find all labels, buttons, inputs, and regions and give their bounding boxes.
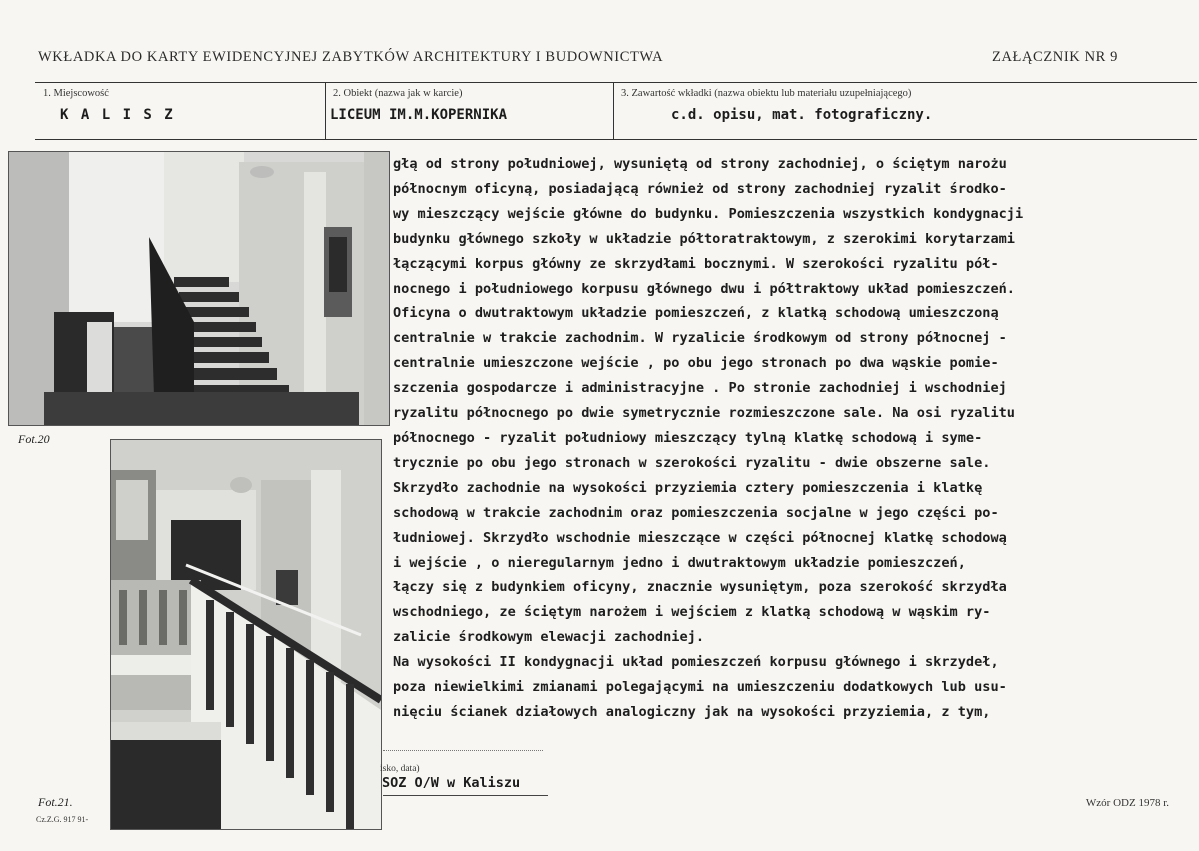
description-line: wy mieszczący wejście główne do budynku. Pomieszczenia wszystkich kondygnacji — [393, 205, 1024, 222]
card-header — [38, 49, 1118, 66]
print-code: Cz.Z.G. 917 91- — [36, 815, 89, 824]
photo-caption-21: Fot.21. — [38, 795, 73, 809]
description-line: Skrzydło zachodnie na wysokości przyziemia cztery pomieszczenia i klatkę — [393, 479, 983, 496]
attachment-number: ZAŁĄCZNIK NR 9 — [992, 49, 1118, 65]
description-line: zalicie środkowym elewacji zachodniej. — [393, 629, 704, 646]
description-line: północnym oficyną, posiadającą również od strony zachodniej ryzalit środko- — [393, 180, 1007, 197]
photo-staircase-balustrade — [110, 439, 382, 830]
field-object-value: LICEUM IM.M.KOPERNIKA — [330, 107, 508, 123]
field-contents-label: 3. Zawartość wkładki (nazwa obiektu lub materiału uzupełniającego) — [621, 88, 912, 99]
description-line: i wejście , o nieregularnym jedno i dwutraktowym układzie pomieszczeń, — [393, 554, 966, 571]
field-contents-value: c.d. opisu, mat. fotograficzny. — [671, 107, 933, 123]
description-line: łudniowej. Skrzydło wschodnie mieszczące w części północnej klatkę schodową — [393, 529, 1007, 546]
photo-staircase-hall — [8, 151, 390, 426]
institution-stamp: SOZ O/W w Kaliszu — [382, 775, 521, 791]
description-line: Oficyna o dwutraktowym układzie pomieszczeń, z klatką schodową umieszczoną — [393, 305, 999, 322]
field-contents — [613, 83, 1197, 139]
description-line: budynku głównego szkoły w układzie półtoratraktowym, z szerokimi korytarzami — [393, 230, 1015, 247]
signature-dotted-line — [383, 750, 543, 751]
form-model: Wzór ODZ 1978 r. — [1085, 797, 1169, 809]
photo-staircase-balustrade-image — [111, 440, 381, 829]
description-line: schodową w trakcie zachodnim oraz pomieszczenia socjalne w jego części po- — [393, 504, 999, 521]
description-line: północnego - ryzalit południowy mieszczący tylną klatkę schodową i syme- — [393, 429, 983, 446]
description-line: łączącymi korpus główny ze skrzydłami bocznymi. W szerokości ryzalitu pół- — [393, 255, 999, 272]
card-title: WKŁADKA DO KARTY EWIDENCYJNEJ ZABYTKÓW ARCHITEKTURY I BUDOWNICTWA — [38, 49, 664, 65]
photo-caption-20: Fot.20 — [18, 432, 50, 446]
field-object — [325, 83, 614, 139]
description-line: poza niewielkimi zmianami polegającymi na umieszczeniu dodatkowych lub usu- — [393, 679, 1007, 696]
description-line: wschodniego, ze ściętym narożem i wejściem z klatką schodową w wąskim ry- — [393, 604, 991, 621]
field-locality-label: 1. Miejscowość — [43, 88, 109, 99]
description-line: łączy się z budynkiem oficyny, znacznie wysuniętym, poza szerokość skrzydła — [393, 579, 1007, 596]
description-line: centralnie umieszczone wejście , po obu jego stronach po dwa wąskie pomie- — [393, 355, 999, 372]
signature-caption: isko, data) — [380, 764, 420, 774]
description-line: trycznie po obu jego stronach w szerokości ryzalitu - dwie obszerne sale. — [393, 454, 991, 471]
stamp-underline — [383, 795, 548, 796]
photo-staircase-hall-image — [9, 152, 389, 425]
description-text — [393, 152, 1193, 725]
description-line: szczenia gospodarcze i administracyjne . Po stronie zachodniej i wschodniej — [393, 380, 1007, 397]
description-line: nocnego i południowego korpusu głównego dwu i półtraktowy układ pomieszczeń. — [393, 280, 1015, 297]
description-line: głą od strony południowej, wysuniętą od strony zachodniej, o ściętym narożu — [393, 156, 1007, 172]
field-object-label: 2. Obiekt (nazwa jak w karcie) — [333, 88, 463, 99]
header-fields — [35, 82, 1197, 140]
field-locality-value: K A L I S Z — [60, 107, 175, 123]
description-line: ryzalitu północnego po dwie symetrycznie rozmieszczone sale. Na osi ryzalitu — [393, 405, 1015, 422]
description-line: nięciu ścianek działowych analogiczny jak na wysokości przyziemia, z tym, — [393, 703, 991, 720]
field-locality — [35, 83, 326, 139]
description-line: centralnie w trakcie zachodnim. W ryzalicie środkowym od strony północnej - — [393, 330, 1007, 347]
description-line: Na wysokości II kondygnacji układ pomieszczeń korpusu głównego i skrzydeł, — [393, 654, 999, 671]
